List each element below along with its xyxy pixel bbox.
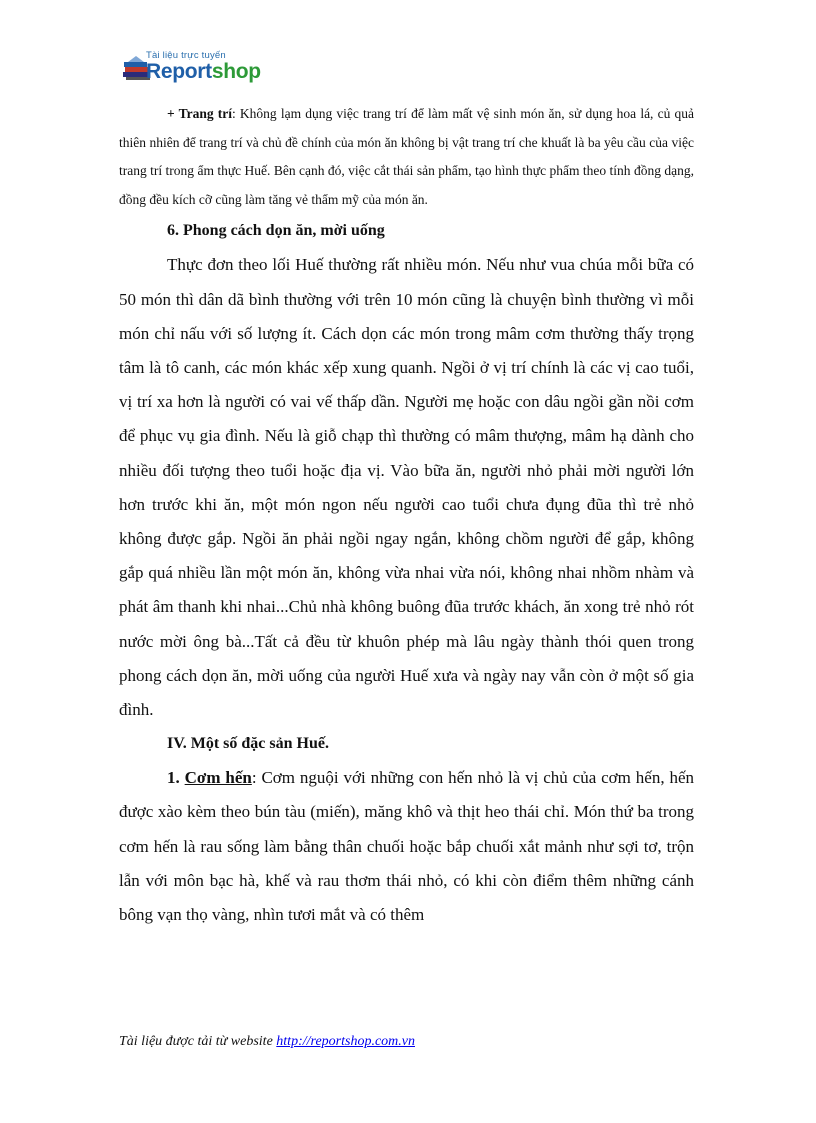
section-heading-iv: IV. Một số đặc sản Huế. — [167, 735, 329, 753]
com-hen-number: 1. — [167, 768, 185, 788]
logo-tagline: Tài liệu trực tuyến — [146, 50, 226, 61]
section-heading-6: 6. Phong cách dọn ăn, mời uống — [167, 222, 385, 240]
footer-prefix: Tài liệu được tải từ website — [119, 1034, 277, 1049]
document-body — [119, 100, 694, 932]
com-hen-term: Cơm hến — [184, 768, 252, 788]
trang-tri-text: : Không lạm dụng việc trang trí để làm mất vệ sinh món ăn, sử dụng hoa lá, củ quả thiên nhiên để trang trí và chủ đề chính của món ăn không bị vật trang trí che khuất là ba yêu cầu của việc trang trí trong ẩm thực Huế. Bên cạnh đó, việc cắt thái sản phẩm, tạo hình thực phẩm theo tính đồng dạng, đồng đều kích cỡ cũng làm tăng vẻ thẩm mỹ của món ăn. — [119, 106, 694, 207]
trang-tri-lead: + Trang trí — [167, 106, 233, 121]
page-footer — [119, 1034, 415, 1050]
logo-name — [146, 60, 261, 84]
footer-website-link[interactable]: http://reportshop.com.vn — [276, 1034, 415, 1049]
paragraph-trang-tri — [119, 100, 694, 214]
reportshop-logo — [122, 50, 282, 90]
com-hen-text: : Cơm nguội với những con hến nhỏ là vị chủ của cơm hến, hến được xào kèm theo bún tàu (miến), măng khô và thịt heo thái chỉ. Món thứ ba trong cơm hến là rau sống làm bằng thân chuối hoặc bắp chuối xắt mảnh như sợi tơ, trộn lẫn với môn bạc hà, khế và rau thơm thái nhỏ, có khi còn điểm thêm những cánh bông vạn thọ vàng, nhìn tươi mắt và có thêm — [119, 768, 695, 925]
logo-name-report: Report — [146, 60, 212, 83]
paragraph-com-hen — [119, 761, 694, 932]
paragraph-phong-cach: Thực đơn theo lối Huế thường rất nhiều món. Nếu như vua chúa mỗi bữa có 50 món thì dân dã bình thường với trên 10 món cũng là chuyện bình thường vì mỗi món chỉ nấu với số lượng ít. Cách dọn các món trong mâm cơm thường thấy trọng tâm là tô canh, các món khác xếp xung quanh. Ngồi ở vị trí chính là các vị cao tuổi, vị trí xa hơn là người có vai vế thấp dần. Người mẹ hoặc con dâu ngồi gần nồi cơm để phục vụ gia đình. Nếu là giỗ chạp thì thường có mâm thượng, mâm hạ dành cho nhiều đối tượng theo tuổi hoặc địa vị. Vào bữa ăn, người nhỏ phải mời người lớn hơn trước khi ăn, một món ngon nếu người cao tuổi chưa đụng đũa thì trẻ nhỏ không được gắp. Ngồi ăn phải ngồi ngay ngắn, không chồm người để gắp, không gắp quá nhiều lần một món ăn, không vừa nhai vừa nói, không nhai nhồm nhàm và phát âm thanh khi nhai...Chủ nhà không buông đũa trước khách, ăn xong trẻ nhỏ rót nước mời ông bà...Tất cả đều từ khuôn phép mà lâu ngày thành thói quen trong phong cách dọn ăn, mời uống của người Huế xưa và ngày nay vẫn còn ở một số gia đình. — [119, 255, 694, 720]
logo-name-shop: shop — [211, 60, 261, 83]
